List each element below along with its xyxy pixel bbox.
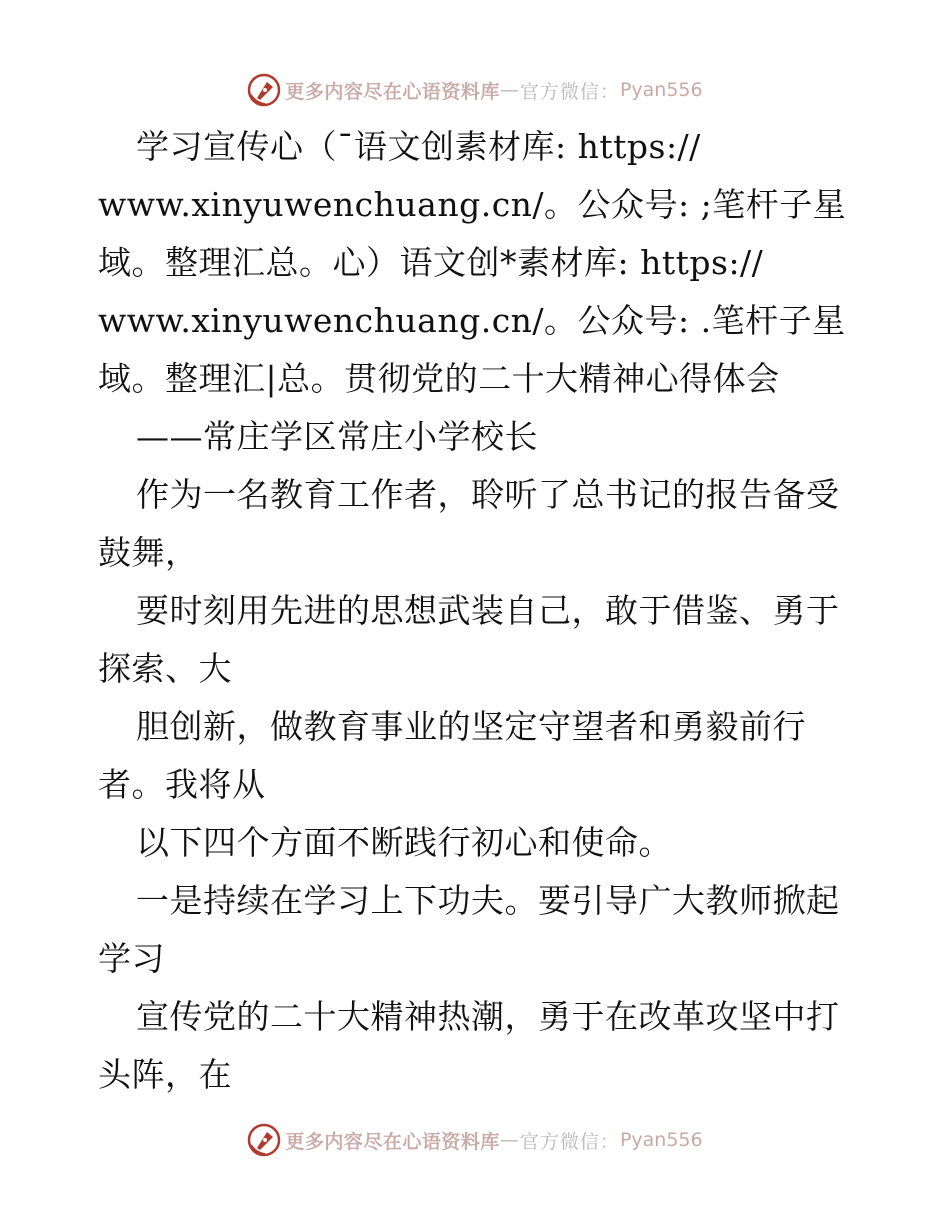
- text-line: 域。整理汇总。心）语文创*素材库: https://: [98, 243, 764, 282]
- pen-nib-logo-icon: [247, 73, 281, 107]
- watermark-banner-bottom: [0, 1120, 950, 1160]
- text-line: 要时刻用先进的思想武装自己，敢于借鉴、勇于: [136, 591, 840, 630]
- text-line: 域。整理汇|总。贯彻党的二十大精神心得体会: [98, 359, 780, 398]
- text-line: 头阵，在: [98, 1055, 232, 1094]
- watermark-wechat-id: Pyan556: [619, 1129, 703, 1151]
- watermark-contact-label: 官方微信：: [519, 1130, 620, 1153]
- text-line: 学习宣传心（¯语文创素材库: https://: [136, 127, 701, 166]
- document-body: [98, 118, 888, 1104]
- text-line: 一是持续在学习上下功夫。要引导广大教师掀起: [136, 881, 840, 920]
- text-line: 作为一名教育工作者，聆听了总书记的报告备受: [136, 475, 840, 514]
- text-line: www.xinyuwenchuang.cn/。公众号: ;笔杆子星: [98, 185, 847, 224]
- pen-nib-logo-icon: [247, 1123, 281, 1157]
- watermark-separator: —: [499, 1129, 520, 1151]
- watermark-contact-label: 官方微信：: [519, 80, 620, 103]
- text-line: www.xinyuwenchuang.cn/。公众号: .笔杆子星: [98, 301, 846, 340]
- watermark-main-text: 更多内容尽在心语资料库: [285, 1130, 500, 1153]
- text-line: 者。我将从: [98, 765, 266, 804]
- text-line: 胆创新，做教育事业的坚定守望者和勇毅前行: [136, 707, 806, 746]
- watermark-wechat-id: Pyan556: [619, 79, 703, 101]
- watermark-banner-top: [0, 70, 950, 110]
- watermark-separator: —: [499, 79, 520, 101]
- text-line: 学习: [98, 939, 165, 978]
- text-line: 以下四个方面不断践行初心和使命。: [136, 823, 672, 862]
- text-line: ——常庄学区常庄小学校长: [136, 417, 538, 456]
- text-line: 鼓舞，: [98, 533, 199, 572]
- text-line: 宣传党的二十大精神热潮，勇于在改革攻坚中打: [136, 997, 840, 1036]
- watermark-main-text: 更多内容尽在心语资料库: [285, 80, 500, 103]
- text-line: 探索、大: [98, 649, 232, 688]
